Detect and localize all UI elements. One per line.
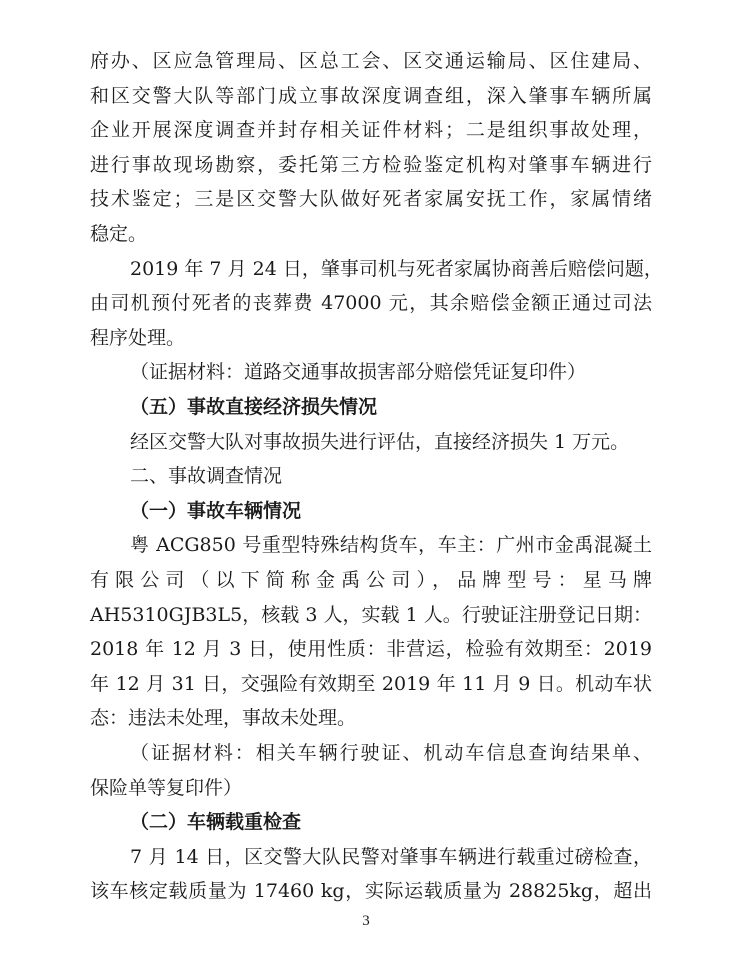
section-heading: （一）事故车辆情况 bbox=[130, 499, 302, 522]
text-line: 进行事故现场勘察，委托第三方检验鉴定机构对肇事车辆进行 bbox=[90, 153, 652, 176]
text-line: 2019 年 7 月 24 日，肇事司机与死者家属协商善后赔偿问题， bbox=[130, 257, 663, 280]
text-line: （证据材料：道路交通事故损害部分赔偿凭证复印件） bbox=[130, 361, 587, 384]
text-line: 态：违法未处理，事故未处理。 bbox=[90, 707, 357, 730]
section-heading: （二）车辆载重检查 bbox=[130, 811, 302, 834]
text-line: 粤 ACG850 号重型特殊结构货车，车主：广州市金禹混凝土 bbox=[130, 534, 652, 557]
text-line: 7 月 14 日，区交警大队民警对肇事车辆进行载重过磅检查， bbox=[130, 845, 652, 868]
text-line: 有限公司（以下简称金禹公司），品牌型号：星马牌 bbox=[90, 569, 652, 591]
text-line: 技术鉴定；三是区交警大队做好死者家属安抚工作，家属情绪 bbox=[90, 188, 652, 211]
text-line: 稳定。 bbox=[90, 223, 148, 245]
text-line: 经区交警大队对事故损失进行评估，直接经济损失 1 万元。 bbox=[130, 430, 630, 453]
text-line: 2018 年 12 月 3 日，使用性质：非营运，检验有效期至：2019 bbox=[90, 638, 652, 661]
text-line: 程序处理。 bbox=[90, 326, 186, 349]
text-line: 府办、区应急管理局、区总工会、区交通运输局、区住建局、 bbox=[90, 50, 652, 72]
page-number: 3 bbox=[362, 913, 370, 929]
text-line: 年 12 月 31 日，交强险有效期至 2019 年 11 月 9 日。机动车状 bbox=[90, 672, 652, 695]
text-line: 二、事故调查情况 bbox=[130, 465, 283, 488]
text-line: 企业开展深度调查并封存相关证件材料；二是组织事故处理， bbox=[90, 119, 652, 142]
text-line: AH5310GJB3L5，核载 3 人，实载 1 人。行驶证注册登记日期： bbox=[90, 603, 652, 626]
text-line: 和区交警大队等部门成立事故深度调查组，深入肇事车辆所属 bbox=[90, 84, 652, 107]
section-heading: （五）事故直接经济损失情况 bbox=[130, 396, 378, 418]
text-line: 该车核定载质量为 17460 kg，实际运载质量为 28825kg，超出 bbox=[90, 880, 652, 903]
text-line: 由司机预付死者的丧葬费 47000 元，其余赔偿金额正通过司法 bbox=[90, 292, 652, 315]
text-line: 保险单等复印件） bbox=[90, 776, 243, 799]
text-line: （证据材料：相关车辆行驶证、机动车信息查询结果单、 bbox=[130, 742, 652, 764]
